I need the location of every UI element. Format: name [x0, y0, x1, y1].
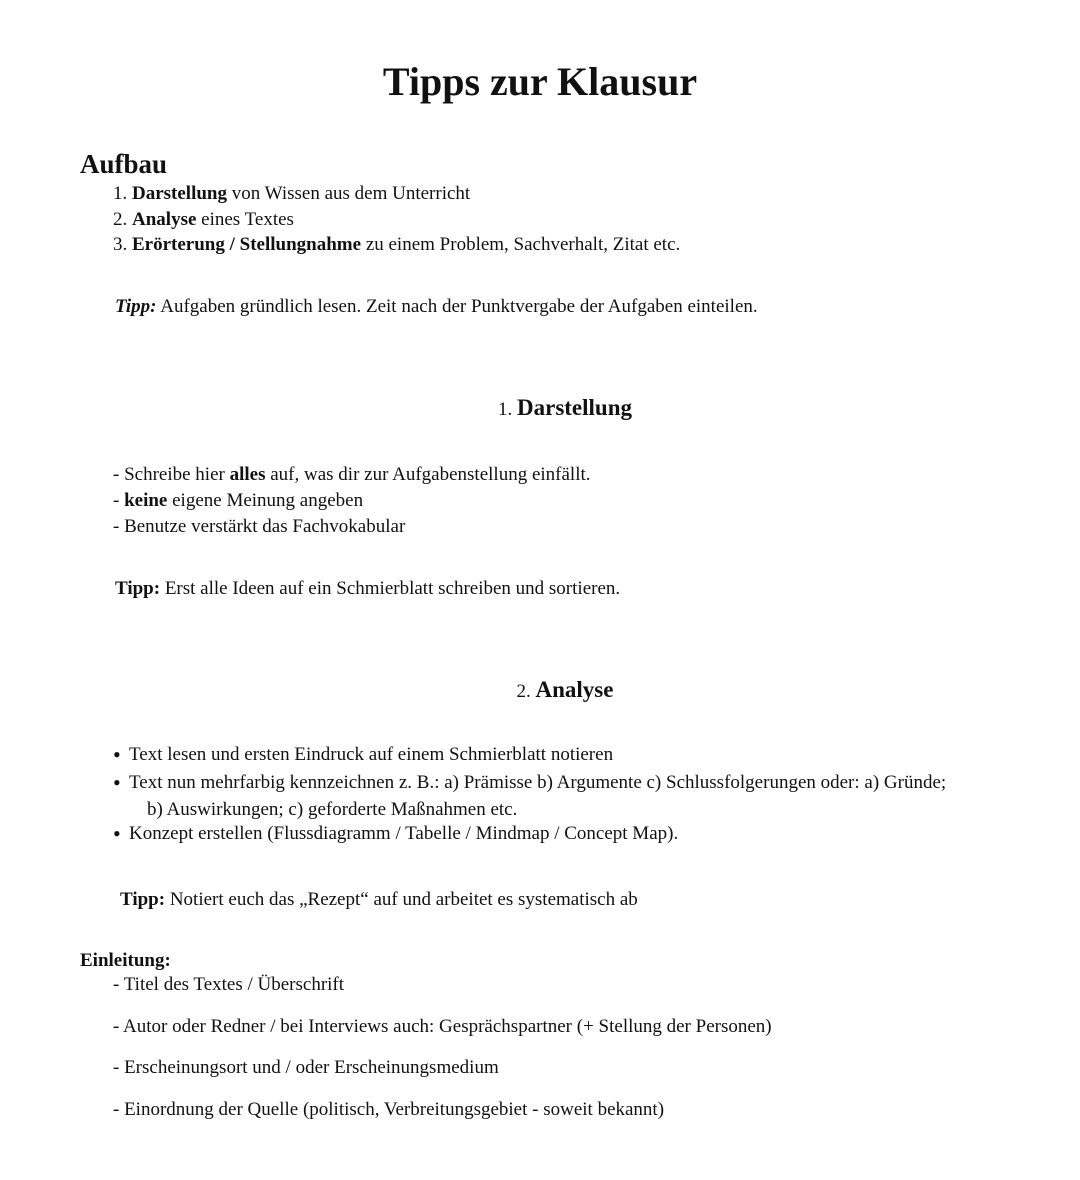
- analyse-bullet-2-continuation: b) Auswirkungen; c) geforderte Maßnahmen etc.: [147, 799, 518, 820]
- aufbau-item-2: [113, 207, 294, 233]
- aufbau-item-text: von Wissen aus dem Unterricht: [227, 183, 471, 204]
- analyse-bullet-1: [113, 742, 613, 768]
- section-heading-analyse: [0, 676, 1080, 706]
- aufbau-item-3: [113, 232, 680, 258]
- aufbau-item-1: [113, 181, 470, 207]
- bullet-icon: •: [113, 742, 121, 767]
- item-text: -: [113, 490, 125, 511]
- aufbau-item-number: 1.: [113, 183, 128, 204]
- tip-label: Tipp:: [120, 889, 166, 910]
- bullet-icon: •: [113, 770, 121, 795]
- item-text: auf, was dir zur Aufgabenstellung einfällt.: [265, 464, 591, 485]
- item-keyword: keine: [124, 490, 168, 511]
- bullet-text: Text nun mehrfarbig kennzeichnen z. B.: a) Prämisse b) Argumente c) Schlussfolgerungen oder: a) Gründe;: [129, 772, 947, 793]
- page-title: Tipps zur Klausur: [382, 59, 698, 104]
- section-heading-aufbau: Aufbau: [80, 149, 168, 179]
- section-title: Darstellung: [517, 395, 632, 420]
- einleitung-item-3: - Erscheinungsort und / oder Erscheinungsmedium: [113, 1057, 499, 1078]
- aufbau-item-keyword: Darstellung: [132, 183, 227, 204]
- tip-text: Notiert euch das „Rezept“ auf und arbeitet es systematisch ab: [165, 889, 638, 910]
- bullet-text: Text lesen und ersten Eindruck auf einem Schmierblatt notieren: [129, 744, 614, 765]
- tip-label: Tipp:: [115, 578, 161, 599]
- item-text: - Schreibe hier: [113, 464, 230, 485]
- aufbau-item-keyword: Analyse: [132, 209, 197, 230]
- bullet-icon: •: [113, 821, 121, 846]
- section-number: 1.: [498, 399, 513, 420]
- tip-text: Erst alle Ideen auf ein Schmierblatt schreiben und sortieren.: [160, 578, 621, 599]
- aufbau-item-text: zu einem Problem, Sachverhalt, Zitat etc.: [361, 234, 681, 255]
- analyse-tip: [120, 887, 638, 913]
- tip-label: Tipp:: [115, 296, 157, 317]
- item-text: eigene Meinung angeben: [167, 490, 364, 511]
- darstellung-item-2: [113, 488, 363, 514]
- darstellung-tip: [115, 576, 620, 602]
- section-heading-darstellung: [0, 394, 1080, 424]
- analyse-bullet-3: [113, 821, 678, 847]
- aufbau-tip: [115, 294, 758, 320]
- aufbau-item-keyword: Erörterung / Stellungnahme: [132, 234, 362, 255]
- einleitung-item-2: - Autor oder Redner / bei Interviews auch: Gesprächspartner (+ Stellung der Personen): [113, 1016, 772, 1037]
- einleitung-item-1: - Titel des Textes / Überschrift: [113, 974, 345, 995]
- bullet-text: Konzept erstellen (Flussdiagramm / Tabelle / Mindmap / Concept Map).: [129, 823, 679, 844]
- section-heading-einleitung: Einleitung:: [80, 950, 171, 971]
- section-title: Analyse: [535, 677, 614, 702]
- tip-text: Aufgaben gründlich lesen. Zeit nach der Punktvergabe der Aufgaben einteilen.: [156, 296, 758, 317]
- section-number: 2.: [516, 681, 531, 702]
- aufbau-item-number: 3.: [113, 234, 128, 255]
- aufbau-item-number: 2.: [113, 209, 128, 230]
- item-keyword: alles: [229, 464, 266, 485]
- einleitung-item-4: - Einordnung der Quelle (politisch, Verbreitungsgebiet - soweit bekannt): [113, 1099, 665, 1120]
- darstellung-item-3: [113, 514, 405, 540]
- darstellung-item-1: [113, 462, 591, 488]
- analyse-bullet-2: [113, 770, 946, 796]
- item-text: - Benutze verstärkt das Fachvokabular: [113, 516, 406, 537]
- aufbau-item-text: eines Textes: [196, 209, 294, 230]
